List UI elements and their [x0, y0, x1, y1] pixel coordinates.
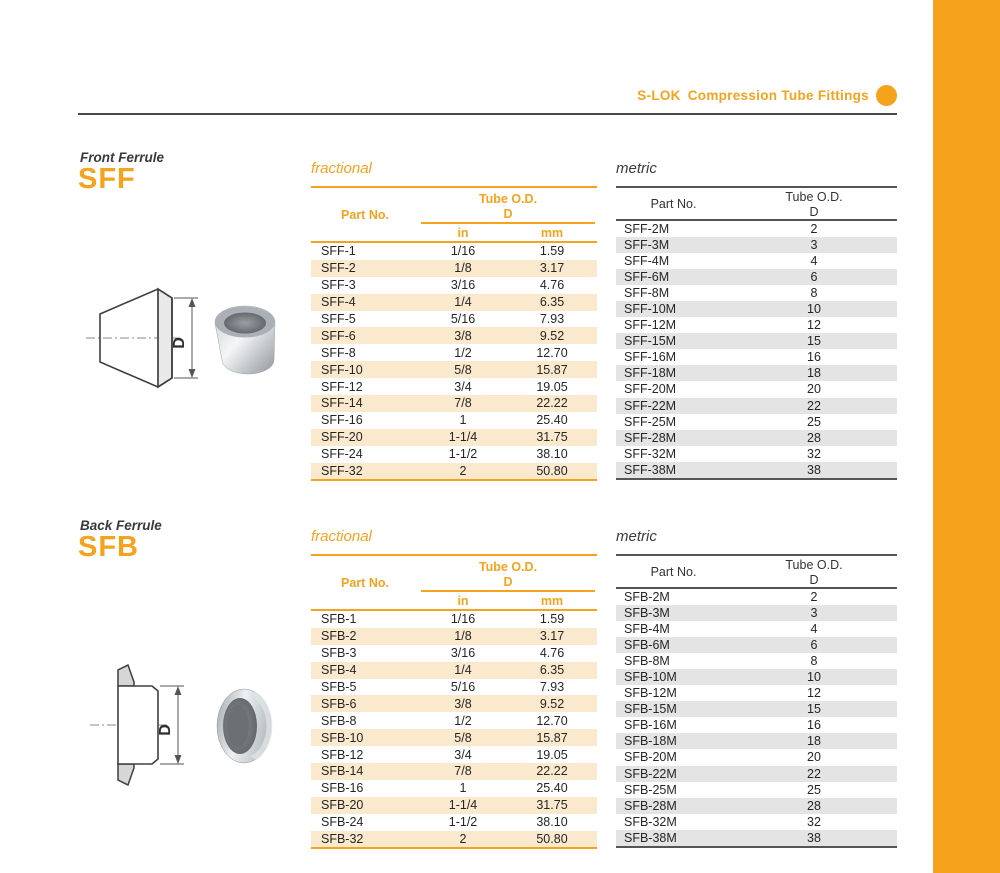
table-row	[616, 253, 897, 269]
table-row	[616, 830, 897, 846]
table-row	[616, 237, 897, 253]
sfb-metric-table	[616, 528, 897, 848]
value-cell: 16	[807, 718, 821, 733]
table-row	[616, 621, 897, 637]
table-row	[616, 430, 897, 446]
part-number-cell: SFF-2	[321, 261, 356, 276]
value-cell: 7.93	[539, 312, 565, 326]
part-number-cell: SFB-15M	[624, 702, 677, 717]
value-cell: 12	[807, 318, 821, 333]
table-row	[616, 462, 897, 478]
table-row	[311, 395, 597, 412]
part-number-cell: SFB-2M	[624, 590, 670, 605]
sff-metric-table	[616, 160, 897, 480]
part-number-cell: SFB-38M	[624, 830, 677, 845]
value-cell: 10	[807, 302, 821, 317]
table-row	[311, 344, 597, 361]
table-row	[311, 662, 597, 679]
table-row	[616, 446, 897, 462]
value-cell: 2	[810, 222, 818, 237]
back-ferrule-drawing	[90, 662, 190, 790]
table-row	[311, 746, 597, 763]
value-cell: 1/2	[454, 345, 472, 360]
value-cell: 7/8	[454, 764, 472, 779]
value-cell: 1/16	[450, 244, 476, 259]
table-row	[311, 463, 597, 480]
section-subtitle: Front Ferrule	[80, 150, 165, 165]
value-cell: 3/8	[454, 328, 472, 343]
column-header-d: D	[809, 573, 819, 587]
value-cell: 3/16	[450, 278, 476, 293]
part-number-cell: SFB-1	[321, 612, 357, 627]
table-row	[311, 729, 597, 746]
column-header-d: D	[809, 205, 819, 219]
section-subtitle: Back Ferrule	[80, 518, 162, 533]
part-number-cell: SFB-3M	[624, 606, 670, 621]
table-row	[311, 831, 597, 848]
column-header-mm: mm	[540, 225, 564, 240]
part-number-cell: SFF-12M	[624, 318, 677, 333]
value-cell: 8	[810, 654, 818, 669]
part-number-cell: SFF-22M	[624, 398, 677, 413]
value-cell: 32	[807, 446, 821, 461]
part-number-cell: SFB-18M	[624, 734, 677, 749]
value-cell: 1/16	[450, 612, 476, 627]
table-row	[616, 381, 897, 397]
value-cell: 22	[807, 766, 821, 781]
part-number-cell: SFF-32	[321, 464, 363, 479]
value-cell: 25	[807, 782, 821, 797]
table-row	[616, 701, 897, 717]
table-row	[311, 645, 597, 662]
column-header-d: D	[421, 575, 595, 592]
value-cell: 20	[807, 382, 821, 397]
table-row	[616, 285, 897, 301]
table-row	[311, 260, 597, 277]
dimension-label: D	[171, 337, 188, 349]
part-number-cell: SFB-16	[321, 781, 364, 796]
value-cell: 28	[807, 798, 821, 813]
part-number-cell: SFB-12	[321, 747, 364, 762]
part-number-cell: SFF-8M	[624, 286, 670, 301]
value-cell: 6.35	[539, 295, 565, 310]
back-ferrule-photo	[214, 686, 278, 766]
column-header-part: Part No.	[341, 207, 389, 222]
value-cell: 2	[810, 590, 818, 605]
part-number-cell: SFB-10	[321, 730, 364, 745]
value-cell: 3/16	[450, 646, 476, 661]
value-cell: 1	[459, 781, 467, 796]
part-number-cell: SFF-28M	[624, 430, 677, 445]
value-cell: 50.80	[536, 464, 568, 479]
part-number-cell: SFF-6M	[624, 270, 670, 285]
table-row	[616, 653, 897, 669]
table-row	[311, 243, 597, 260]
value-cell: 38	[807, 830, 821, 845]
part-number-cell: SFB-14	[321, 764, 364, 779]
part-number-cell: SFB-2	[321, 629, 357, 644]
part-number-cell: SFF-10	[321, 362, 363, 377]
part-number-cell: SFB-3	[321, 646, 357, 661]
value-cell: 1/4	[454, 663, 472, 678]
part-number-cell: SFF-8	[321, 345, 356, 360]
part-number-cell: SFF-38M	[624, 462, 677, 477]
value-cell: 38.10	[536, 447, 568, 462]
column-header-tube-od: Tube O.D.	[785, 190, 843, 204]
part-number-cell: SFB-32	[321, 832, 364, 847]
value-cell: 5/16	[450, 312, 476, 326]
value-cell: 22	[807, 398, 821, 413]
value-cell: 12.70	[536, 713, 568, 728]
table-row	[311, 446, 597, 463]
table-header	[616, 188, 897, 221]
value-cell: 6.35	[539, 663, 565, 678]
table-row	[616, 589, 897, 605]
value-cell: 5/16	[450, 680, 476, 694]
part-number-cell: SFB-32M	[624, 814, 677, 829]
part-number-cell: SFB-8M	[624, 654, 670, 669]
value-cell: 50.80	[536, 832, 568, 847]
value-cell: 15	[807, 702, 821, 717]
part-number-cell: SFB-28M	[624, 798, 677, 813]
part-number-cell: SFF-25M	[624, 414, 677, 429]
value-cell: 5/8	[454, 730, 472, 745]
part-number-cell: SFF-6	[321, 328, 356, 343]
value-cell: 1-1/4	[448, 798, 478, 813]
part-number-cell: SFB-25M	[624, 782, 677, 797]
value-cell: 7.93	[539, 680, 565, 694]
value-cell: 19.05	[536, 747, 568, 762]
value-cell: 15	[807, 334, 821, 349]
table-row	[311, 294, 597, 311]
value-cell: 38	[807, 462, 821, 477]
value-cell: 3/4	[454, 747, 472, 762]
value-cell: 3/8	[454, 696, 472, 711]
part-number-cell: SFB-6M	[624, 638, 670, 653]
value-cell: 4	[810, 622, 818, 637]
value-cell: 3.17	[539, 629, 565, 644]
value-cell: 4	[810, 254, 818, 269]
column-header-part: Part No.	[650, 565, 697, 579]
part-number-cell: SFF-20	[321, 430, 363, 445]
part-number-cell: SFF-14	[321, 396, 363, 411]
page-header	[400, 85, 897, 106]
value-cell: 4.76	[539, 278, 565, 293]
table-row	[616, 301, 897, 317]
table-row	[616, 798, 897, 814]
table-label-fractional: fractional	[311, 528, 372, 545]
table-row	[616, 685, 897, 701]
page-title: Compression Tube Fittings	[687, 88, 869, 103]
part-number-cell: SFF-1	[321, 244, 356, 259]
brand-dot-icon	[876, 85, 897, 106]
value-cell: 25.40	[536, 781, 568, 796]
table-row	[311, 361, 597, 378]
table-row	[311, 327, 597, 344]
part-number-cell: SFB-4M	[624, 622, 670, 637]
part-number-cell: SFF-10M	[624, 302, 677, 317]
table-row	[616, 766, 897, 782]
part-number-cell: SFB-22M	[624, 766, 677, 781]
value-cell: 18	[807, 734, 821, 749]
value-cell: 8	[810, 286, 818, 301]
sfb-fractional-table	[311, 528, 597, 849]
part-number-cell: SFB-20M	[624, 750, 677, 765]
value-cell: 38.10	[536, 815, 568, 830]
part-number-cell: SFF-3	[321, 278, 356, 293]
section-code: SFB	[78, 531, 139, 563]
table-body	[616, 221, 897, 478]
value-cell: 1-1/4	[448, 430, 478, 445]
value-cell: 4.76	[539, 646, 565, 661]
table-row	[616, 717, 897, 733]
part-number-cell: SFF-3M	[624, 238, 670, 253]
value-cell: 18	[807, 366, 821, 381]
value-cell: 31.75	[536, 430, 568, 445]
column-header-part: Part No.	[650, 197, 697, 211]
table-header	[311, 556, 597, 611]
value-cell: 1-1/2	[448, 447, 478, 462]
column-header-tube-od: Tube O.D.	[478, 560, 538, 574]
table-row	[311, 814, 597, 831]
table-row	[311, 780, 597, 797]
table-body	[616, 589, 897, 846]
value-cell: 20	[807, 750, 821, 765]
table-row	[311, 679, 597, 696]
part-number-cell: SFB-10M	[624, 670, 677, 685]
part-number-cell: SFF-15M	[624, 334, 677, 349]
section-front-ferrule	[0, 150, 1000, 518]
value-cell: 1.59	[539, 612, 565, 627]
value-cell: 6	[810, 270, 818, 285]
part-number-cell: SFF-20M	[624, 382, 677, 397]
value-cell: 3/4	[454, 379, 472, 394]
value-cell: 3	[810, 238, 818, 253]
table-row	[616, 365, 897, 381]
part-number-cell: SFB-6	[321, 696, 357, 711]
value-cell: 1.59	[539, 244, 565, 259]
table-row	[311, 763, 597, 780]
table-row	[311, 628, 597, 645]
value-cell: 12.70	[536, 345, 568, 360]
table-row	[311, 412, 597, 429]
part-number-cell: SFF-16M	[624, 350, 677, 365]
value-cell: 3.17	[539, 261, 565, 276]
table-row	[616, 414, 897, 430]
header-divider	[78, 113, 897, 115]
part-number-cell: SFB-24	[321, 815, 364, 830]
table-label-metric: metric	[616, 528, 657, 545]
section-back-ferrule	[0, 518, 1000, 873]
table-body	[311, 611, 597, 847]
column-header-in: in	[457, 225, 469, 240]
table-row	[616, 637, 897, 653]
value-cell: 7/8	[454, 396, 472, 411]
table-label-metric: metric	[616, 160, 657, 177]
part-number-cell: SFF-18M	[624, 366, 677, 381]
table-label-fractional: fractional	[311, 160, 372, 177]
part-number-cell: SFF-24	[321, 447, 363, 462]
table-row	[616, 398, 897, 414]
part-number-cell: SFB-20	[321, 798, 364, 813]
part-number-cell: SFF-32M	[624, 446, 677, 461]
value-cell: 22.22	[536, 396, 568, 411]
value-cell: 22.22	[536, 764, 568, 779]
column-header-in: in	[457, 593, 469, 608]
value-cell: 5/8	[454, 362, 472, 377]
column-header-part: Part No.	[341, 575, 389, 590]
front-ferrule-photo	[208, 298, 288, 384]
value-cell: 2	[459, 464, 467, 479]
table-row	[616, 333, 897, 349]
table-row	[616, 749, 897, 765]
value-cell: 32	[807, 814, 821, 829]
value-cell: 31.75	[536, 798, 568, 813]
value-cell: 1	[459, 413, 467, 428]
part-number-cell: SFF-12	[321, 379, 363, 394]
table-header	[311, 188, 597, 243]
value-cell: 1/8	[454, 629, 472, 644]
table-row	[616, 669, 897, 685]
table-row	[311, 311, 597, 328]
dimension-label: D	[157, 724, 174, 736]
value-cell: 15.87	[536, 730, 568, 745]
part-number-cell: SFB-16M	[624, 718, 677, 733]
value-cell: 25	[807, 414, 821, 429]
table-row	[311, 611, 597, 628]
value-cell: 25.40	[536, 413, 568, 428]
table-row	[311, 712, 597, 729]
part-number-cell: SFB-4	[321, 663, 357, 678]
part-number-cell: SFB-5	[321, 680, 357, 694]
table-row	[311, 429, 597, 446]
part-number-cell: SFB-12M	[624, 686, 677, 701]
table-row	[616, 605, 897, 621]
part-number-cell: SFF-16	[321, 413, 363, 428]
value-cell: 6	[810, 638, 818, 653]
value-cell: 10	[807, 670, 821, 685]
front-ferrule-drawing	[86, 281, 204, 395]
value-cell: 1/2	[454, 713, 472, 728]
table-row	[616, 349, 897, 365]
value-cell: 12	[807, 686, 821, 701]
part-number-cell: SFF-2M	[624, 222, 670, 237]
brand-name: S-LOK	[637, 88, 681, 103]
value-cell: 2	[459, 832, 467, 847]
table-header	[616, 556, 897, 589]
table-row	[311, 277, 597, 294]
part-number-cell: SFF-4	[321, 295, 356, 310]
value-cell: 28	[807, 430, 821, 445]
section-code: SFF	[78, 163, 136, 195]
table-row	[311, 378, 597, 395]
value-cell: 9.52	[539, 328, 565, 343]
column-header-d: D	[421, 207, 595, 224]
table-row	[311, 695, 597, 712]
column-header-tube-od: Tube O.D.	[785, 558, 843, 572]
part-number-cell: SFB-8	[321, 713, 357, 728]
value-cell: 3	[810, 606, 818, 621]
part-number-cell: SFF-5	[321, 312, 356, 326]
part-number-cell: SFF-4M	[624, 254, 670, 269]
value-cell: 9.52	[539, 696, 565, 711]
column-header-tube-od: Tube O.D.	[478, 192, 538, 206]
table-body	[311, 243, 597, 479]
table-row	[616, 733, 897, 749]
value-cell: 1/8	[454, 261, 472, 276]
table-row	[616, 269, 897, 285]
table-row	[616, 221, 897, 237]
column-header-mm: mm	[540, 593, 564, 608]
value-cell: 15.87	[536, 362, 568, 377]
table-row	[616, 814, 897, 830]
value-cell: 19.05	[536, 379, 568, 394]
sff-fractional-table	[311, 160, 597, 481]
table-row	[311, 797, 597, 814]
value-cell: 1-1/2	[448, 815, 478, 830]
table-row	[616, 317, 897, 333]
value-cell: 1/4	[454, 295, 472, 310]
table-row	[616, 782, 897, 798]
value-cell: 16	[807, 350, 821, 365]
